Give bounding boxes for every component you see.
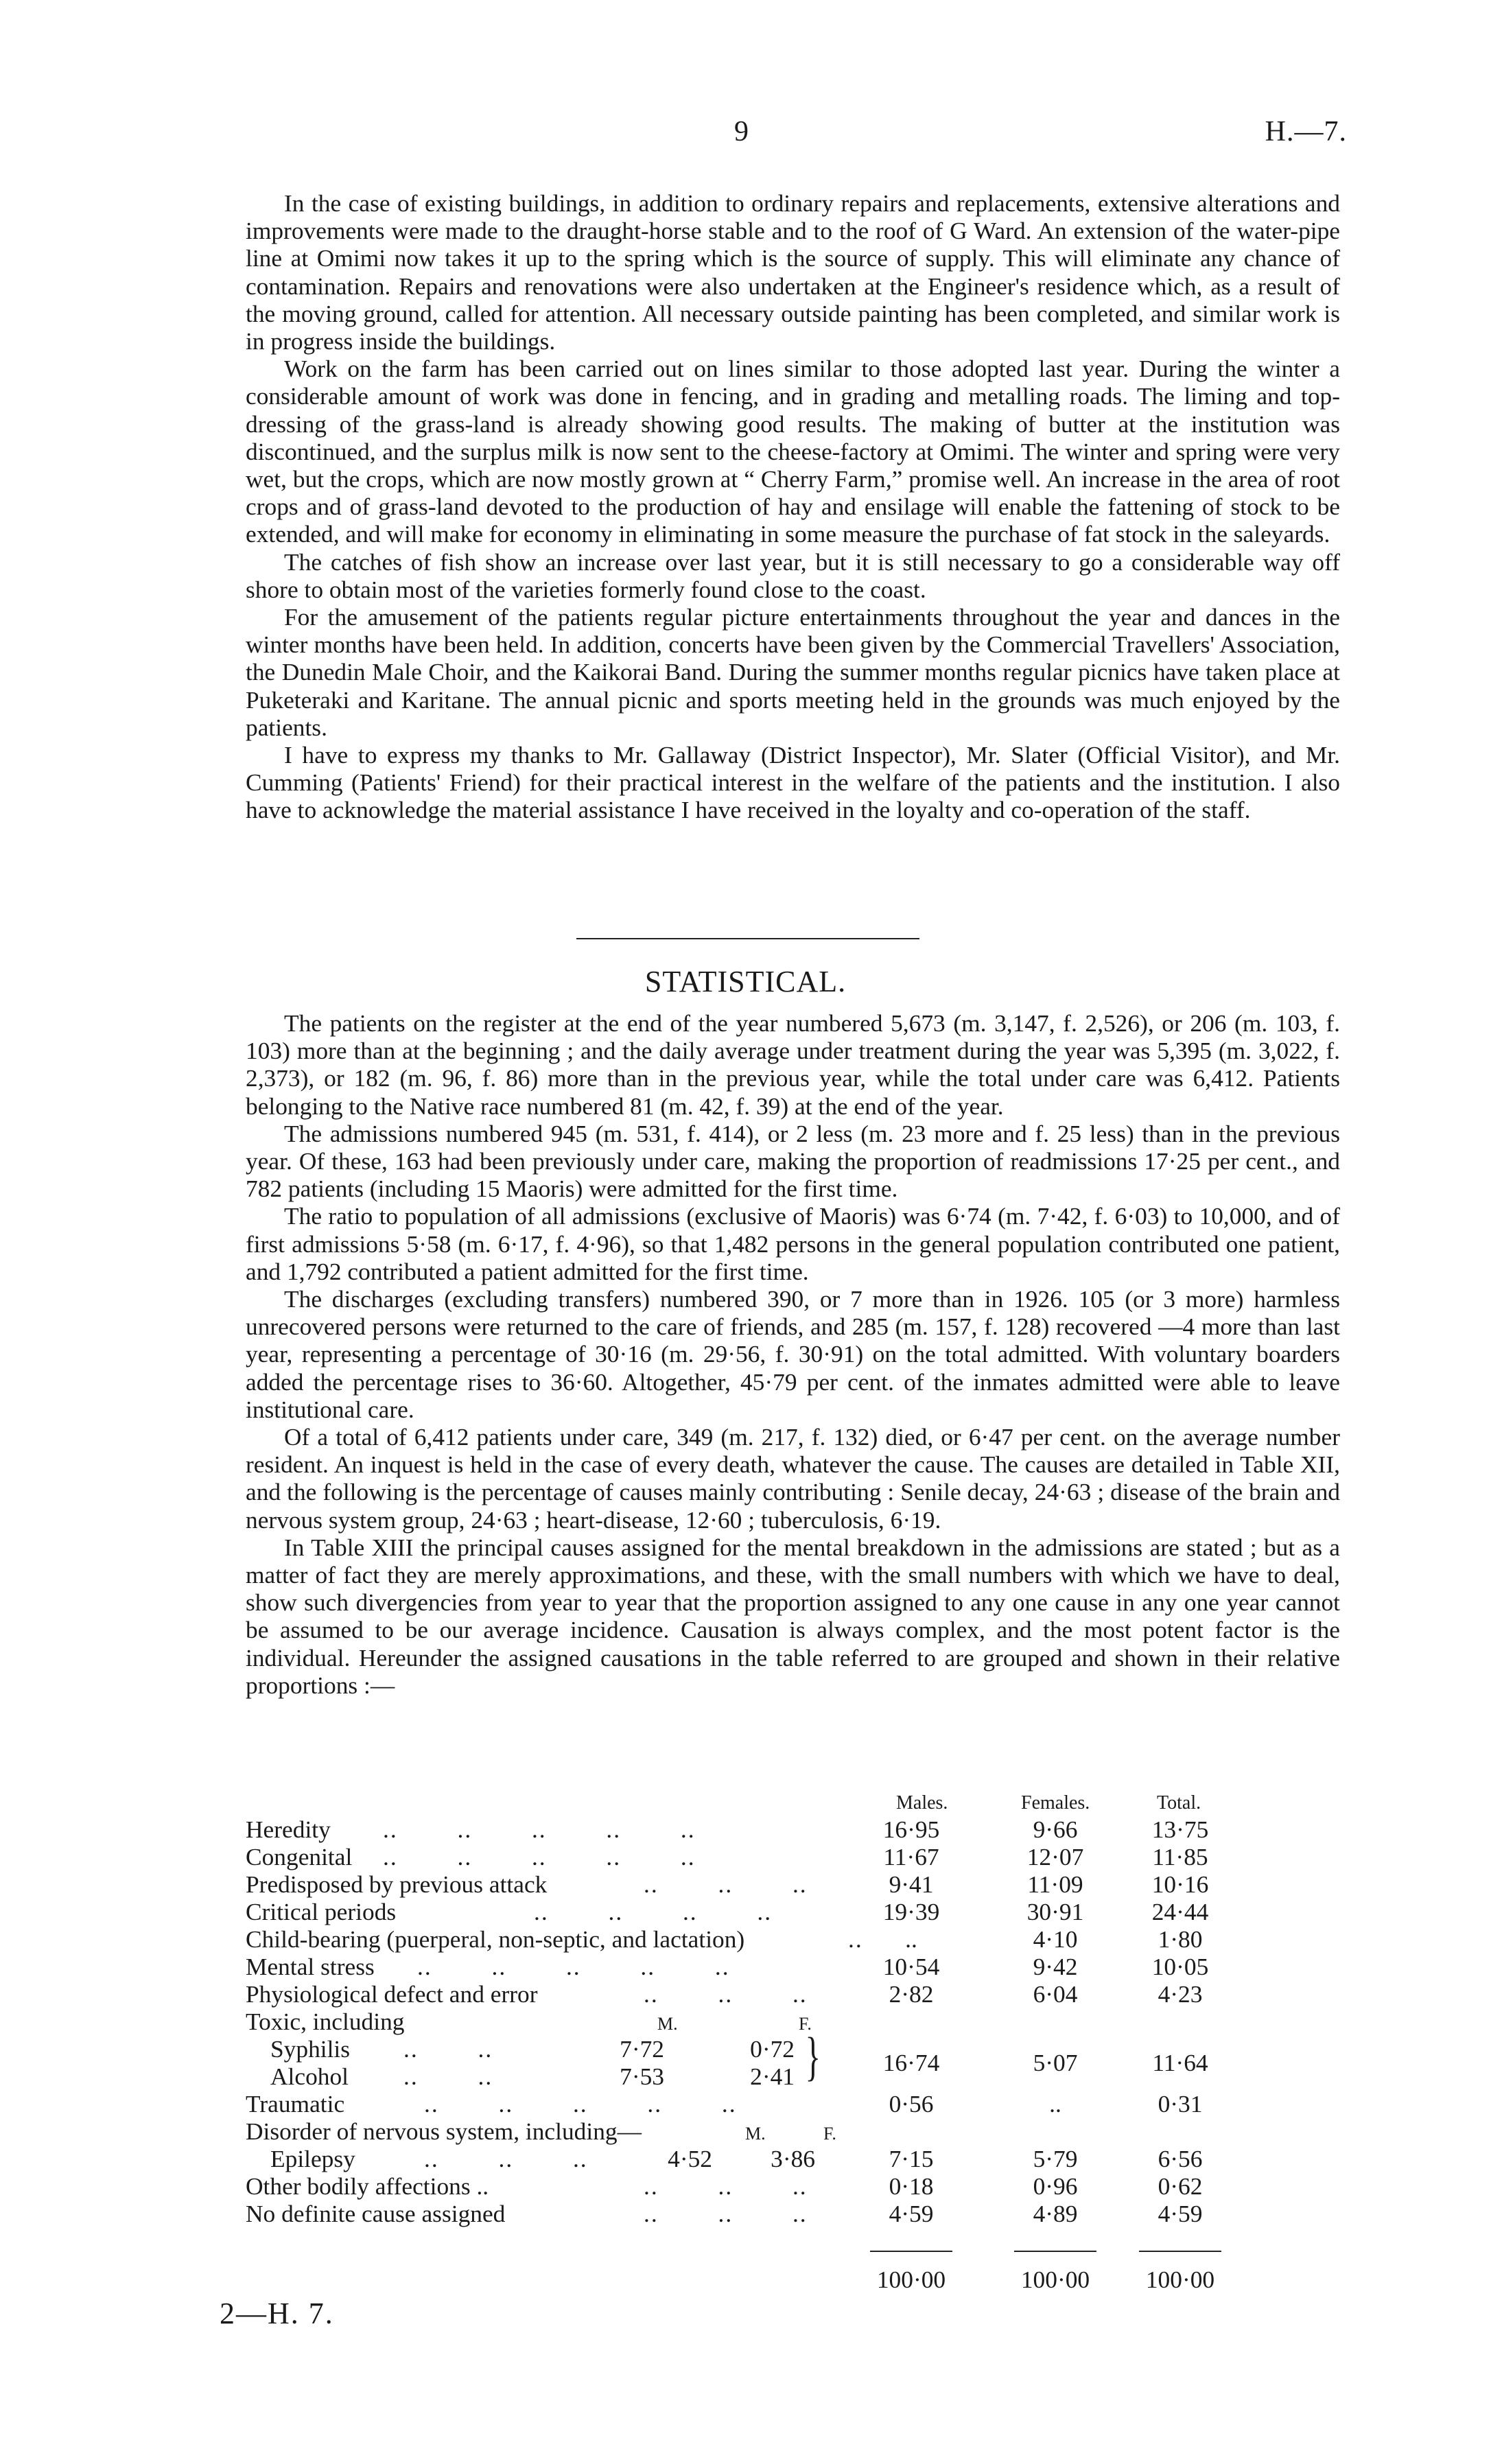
section-title: STATISTICAL.	[644, 965, 847, 998]
brace-glyph: }	[805, 2026, 821, 2086]
cell-males: 9·41	[889, 1870, 934, 1898]
row-label: Traumatic	[246, 2090, 345, 2117]
cell-males: 16·95	[882, 1816, 940, 1843]
table-row-toxic	[246, 2008, 1340, 2035]
leader-dots: .. .. .. ..	[534, 1898, 773, 1925]
paragraph-register: The patients on the register at the end of the year numbered 5,673 (m. 3,147, f. 2,526), or 206 (m. 103, f. 103) more than at the beginning ; and the daily average under treatment during the year was 5,395 (m. 3,022, f. 2,373), or 182 (m. 96, f. 86) more than in the previous year, while the total under care was 6,412. Patients belonging to the Native race numbered 81 (m. 42, f. 39) at the end of the year.	[246, 1009, 1340, 1120]
cell-females: 4·89	[1033, 2200, 1078, 2227]
causation-table	[246, 1792, 1340, 2300]
leader-dots: .. ..	[403, 2063, 493, 2090]
cell-males: ..	[905, 1925, 917, 1953]
table-row-totals	[246, 2266, 1340, 2293]
cell-total: 4·59	[1158, 2200, 1203, 2227]
row-label: Child-bearing (puerperal, non-septic, and lactation)	[246, 1925, 745, 1953]
subcell-f: 2·41	[750, 2063, 795, 2090]
subcell-m: 7·72	[620, 2035, 664, 2063]
document-reference: H.—7.	[1265, 116, 1347, 148]
subcolumn-header-f: F.	[799, 2014, 812, 2034]
subcolumn-header-f: F.	[823, 2124, 836, 2144]
cell-total: 0·31	[1158, 2090, 1203, 2117]
row-label: Epilepsy	[270, 2145, 355, 2172]
table-row	[246, 1843, 1340, 1870]
leader-dots: .. .. ..	[644, 2200, 808, 2227]
row-label: Heredity	[246, 1816, 331, 1843]
section-divider	[576, 938, 919, 939]
row-label: Congenital	[246, 1843, 353, 1870]
cell-females: 5·79	[1033, 2145, 1078, 2172]
total-rule	[1014, 2251, 1096, 2252]
cell-males: 2·82	[889, 1980, 934, 2008]
table-row	[246, 1870, 1340, 1898]
total-rule	[870, 2251, 952, 2252]
table-row	[246, 1898, 1340, 1925]
leader-dots: .. .. ..	[644, 2172, 808, 2200]
paragraph-fish: The catches of fish show an increase over last year, but it is still necessary to go a considerable way off shore to obtain most of the varieties formerly found close to the coast.	[246, 548, 1340, 603]
leader-dots: .. .. ..	[424, 2145, 588, 2172]
row-label: Toxic, including	[246, 2008, 405, 2035]
cell-females: 9·66	[1033, 1816, 1078, 1843]
table-row-epilepsy	[246, 2145, 1340, 2172]
cell-females: 0·96	[1033, 2172, 1078, 2200]
subcolumn-header-m: M.	[745, 2124, 766, 2144]
cell-males: 4·59	[889, 2200, 934, 2227]
paragraph-deaths: Of a total of 6,412 patients under care, 349 (m. 217, f. 132) died, or 6·47 per cent. on the average number resident. An inquest is held in the case of every death, whatever the cause. The causes are detailed in Table XII, and the following is the percentage of causes mainly contributing : Senile decay, 24·63 ; disease of the brain and nervous system group, 24·63 ; heart-disease, 12·60 ; tuberculosis, 6·19.	[246, 1423, 1340, 1534]
row-label: Other bodily affections ..	[246, 2172, 489, 2200]
row-label: Alcohol	[270, 2063, 349, 2090]
paragraph-admissions: The admissions numbered 945 (m. 531, f. 414), or 2 less (m. 23 more and f. 25 less) than in the previous year. Of these, 163 had been previously under care, making the proportion of readmissions 17·25 per cent., and 782 patients (including 15 Maoris) were admitted for the first time.	[246, 1119, 1340, 1203]
cell-females: 4·10	[1033, 1925, 1078, 1953]
cell-total: 10·16	[1151, 1870, 1209, 1898]
cell-females: 12·07	[1026, 1843, 1084, 1870]
cell-males: 19·39	[882, 1898, 940, 1925]
cell-females: 9·42	[1033, 1953, 1078, 1980]
row-label: Critical periods	[246, 1898, 397, 1925]
leader-dots: .. .. ..	[644, 1980, 808, 2008]
column-header-females: Females.	[1021, 1792, 1090, 1814]
cell-females: 11·09	[1027, 1870, 1083, 1898]
page-number: 9	[734, 116, 749, 148]
row-label: Predisposed by previous attack	[246, 1870, 548, 1898]
cell-grand-total: 100·00	[1145, 2266, 1215, 2293]
subcell-m: 4·52	[668, 2145, 712, 2172]
cell-total: 0·62	[1158, 2172, 1203, 2200]
leader-dots: .. .. .. .. ..	[383, 1816, 696, 1843]
report-body	[246, 189, 1340, 824]
row-label: Mental stress	[246, 1953, 375, 1980]
cell-females: ..	[1049, 2090, 1061, 2117]
table-row	[246, 1980, 1340, 2008]
subcell-m: 7·53	[620, 2063, 664, 2090]
leader-dots: .. .. ..	[644, 1870, 808, 1898]
table-row	[246, 1816, 1340, 1843]
subcell-f: 0·72	[750, 2035, 795, 2063]
leader-dots: .. .. .. .. ..	[424, 2090, 737, 2117]
leader-dots: .. .. .. .. ..	[383, 1843, 696, 1870]
cell-males: 10·54	[882, 1953, 940, 1980]
cell-females-total: 100·00	[1020, 2266, 1090, 2293]
leader-dots: .. ..	[403, 2035, 493, 2063]
subcolumn-header-m: M.	[657, 2014, 678, 2034]
table-row	[246, 1925, 1340, 1953]
cell-females: 5·07	[1033, 2049, 1078, 2076]
row-label: Syphilis	[270, 2035, 351, 2063]
total-rule	[1139, 2251, 1221, 2252]
cell-total: 6·56	[1158, 2145, 1203, 2172]
cell-males: 16·74	[882, 2049, 940, 2076]
cell-males: 11·67	[883, 1843, 939, 1870]
signature-mark: 2—H. 7.	[220, 2297, 334, 2330]
subcell-f: 3·86	[771, 2145, 815, 2172]
paragraph-causes: In Table XIII the principal causes assigned for the mental breakdown in the admissions are stated ; but as a matter of fact they are merely approximations, and these, with the small numbers with which we have to deal, show such divergencies from year to year that the proportion assigned to any one cause in any one year cannot be assumed to be our average incidence. Causation is always complex, and the most potent factor is the individual. Hereunder the assigned causations in the table referred to are grouped and shown in their relative proportions :—	[246, 1533, 1340, 1699]
column-header-total: Total.	[1157, 1792, 1201, 1814]
cell-total: 1·80	[1158, 1925, 1203, 1953]
table-row	[246, 2200, 1340, 2227]
cell-total: 11·85	[1152, 1843, 1208, 1870]
statistical-body	[246, 1009, 1340, 1699]
page-header	[0, 115, 1491, 156]
cell-females: 6·04	[1033, 1980, 1078, 2008]
paragraph-buildings: In the case of existing buildings, in addition to ordinary repairs and replacements, extensive alterations and improvements were made to the draught-horse stable and to the roof of G Ward. An extension of the water-pipe line at Omimi now takes it up to the spring which is the source of supply. This will eliminate any chance of contamination. Repairs and renovations were also undertaken at the Engineer's residence which, as a result of the moving ground, called for attention. All necessary outside painting has been completed, and similar work is in progress inside the buildings.	[246, 189, 1340, 355]
cell-males: 7·15	[889, 2145, 934, 2172]
paragraph-thanks: I have to express my thanks to Mr. Gallaway (District Inspector), Mr. Slater (Official Visitor), and Mr. Cumming (Patients' Friend) for their practical interest in the welfare of the patients and the institution. I also have to acknowledge the material assistance I have received in the loyalty and co-operation of the staff.	[246, 741, 1340, 824]
table-row	[246, 2090, 1340, 2117]
row-label: Disorder of nervous system, including—	[246, 2117, 642, 2145]
cell-total: 4·23	[1158, 1980, 1203, 2008]
paragraph-amusement: For the amusement of the patients regular picture entertainments throughout the year and dances in the winter months have been held. In addition, concerts have been given by the Commercial Travellers' Association, the Dunedin Male Choir, and the Kaikorai Band. During the summer months regular picnics have taken place at Puketeraki and Karitane. The annual picnic and sports meeting held in the grounds was much enjoyed by the patients.	[246, 603, 1340, 741]
leader-dots: .. .. .. .. ..	[417, 1953, 730, 1980]
table-row	[246, 1953, 1340, 1980]
cell-total: 11·64	[1152, 2049, 1208, 2076]
paragraph-ratio: The ratio to population of all admissions (exclusive of Maoris) was 6·74 (m. 7·42, f. 6·03) to 10,000, and of first admissions 5·58 (m. 6·17, f. 4·96), so that 1,482 persons in the general population contributed one patient, and 1,792 contributed a patient admitted for the first time.	[246, 1202, 1340, 1285]
row-label: No definite cause assigned	[246, 2200, 506, 2227]
table-row-nervous	[246, 2117, 1340, 2145]
cell-females: 30·91	[1026, 1898, 1084, 1925]
cell-males: 0·56	[889, 2090, 934, 2117]
table-row	[246, 2172, 1340, 2200]
row-label: Physiological defect and error	[246, 1980, 538, 2008]
cell-total: 13·75	[1151, 1816, 1209, 1843]
paragraph-discharges: The discharges (excluding transfers) numbered 390, or 7 more than in 1926. 105 (or 3 more) harmless unrecovered persons were returned to the care of friends, and 285 (m. 157, f. 128) recovered —4 more than last year, representing a percentage of 30·16 (m. 29·56, f. 30·91) on the total admitted. With voluntary boarders added the percentage rises to 36·60. Altogether, 45·79 per cent. of the inmates admitted were able to leave institutional care.	[246, 1285, 1340, 1423]
cell-total: 10·05	[1151, 1953, 1209, 1980]
paragraph-farm: Work on the farm has been carried out on lines similar to those adopted last year. During the winter a considerable amount of work was done in fencing, and in grading and metalling roads. The liming and top-dressing of the grass-land is already showing good results. The making of butter at the institution was discontinued, and the surplus milk is now sent to the cheese-factory at Omimi. The winter and spring were very wet, but the crops, which are now mostly grown at “ Cherry Farm,” promise well. An increase in the area of root crops and of grass-land devoted to the production of hay and ensilage will enable the fattening of stock to be extended, and will make for economy in eliminating in some measure the purchase of fat stock in the saleyards.	[246, 355, 1340, 548]
column-header-males: Males.	[896, 1792, 948, 1814]
cell-total: 24·44	[1151, 1898, 1209, 1925]
cell-males: 0·18	[889, 2172, 934, 2200]
cell-males-total: 100·00	[876, 2266, 946, 2293]
leader-dots: ..	[848, 1925, 863, 1953]
